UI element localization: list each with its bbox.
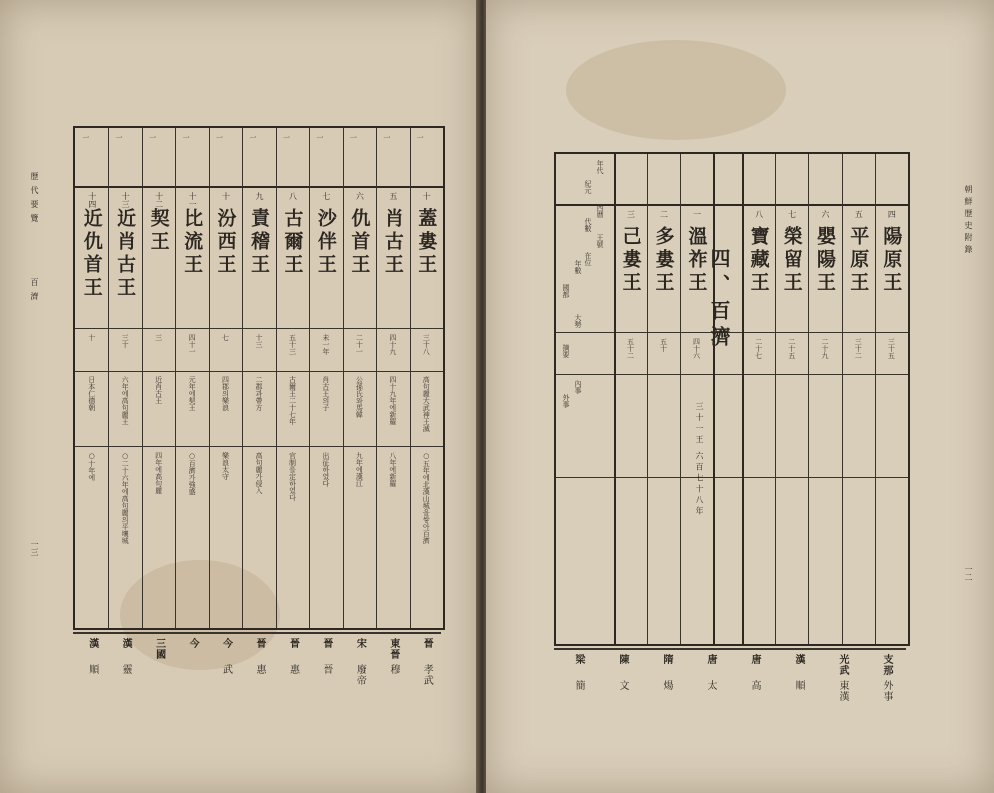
event-detail: 高句麗가侵入 [255, 452, 263, 494]
event-detail: 八年에新羅 [388, 452, 397, 487]
event-note: 高句麗大武神王滅 [422, 376, 431, 432]
dynasty-name: 支那 [881, 654, 892, 676]
column-header: 年數 [574, 260, 582, 274]
era-date: 一 [282, 134, 291, 141]
dynasty-name: 唐 [749, 654, 760, 665]
column-divider [309, 128, 310, 628]
paper-stain [566, 40, 786, 140]
era-date: 一 [182, 134, 191, 141]
event-detail: 四年에高句麗 [154, 452, 163, 494]
column-divider [343, 128, 344, 628]
column-header: 內事 [574, 380, 582, 394]
era-date: 一 [115, 134, 124, 141]
footer-rule [73, 632, 441, 634]
event-detail: 樂浪太守 [221, 452, 230, 480]
footer-rule [554, 648, 906, 650]
column-divider [276, 128, 277, 628]
page-number: 一二 [964, 565, 973, 581]
column-divider [376, 128, 377, 628]
chronology-footer [554, 648, 906, 708]
emperor-name: 高 [749, 680, 760, 691]
king-order: 三 [626, 210, 636, 218]
dynasty-name: 宋 [354, 638, 366, 649]
column-header: 國都 [562, 284, 570, 298]
header-divider [614, 154, 616, 644]
event-detail: ○五年에北漢山城을쌓아百濟 [422, 452, 431, 544]
king-order: 五 [388, 192, 398, 200]
era-date: 一 [148, 134, 157, 141]
column-divider [410, 128, 411, 628]
emperor-name: 武 [220, 664, 232, 675]
emperor-name: 順 [86, 664, 98, 675]
reign-years: 二十五 [787, 338, 796, 359]
page-number: 一三 [30, 540, 39, 556]
king-order: 八 [754, 210, 764, 218]
emperor-name: 靈 [120, 664, 132, 675]
dynasty-name: 漢 [86, 638, 98, 649]
reign-years: 四十九 [388, 334, 397, 355]
dynasty-name: 東晉 [387, 638, 399, 660]
column-header: 摘要 [562, 344, 570, 358]
king-order: 九 [255, 192, 264, 200]
era-date: 一 [249, 134, 257, 141]
event-detail: ○百濟가強盛 [188, 452, 197, 495]
reign-years: 五十三 [288, 334, 297, 355]
reign-years: 未一年 [321, 334, 330, 355]
emperor-name: 太 [705, 680, 716, 691]
column-divider [175, 128, 176, 628]
event-note: 六年에高句麗王 [121, 376, 130, 425]
reign-years: 七 [221, 334, 230, 341]
event-note: 日本仁德朝 [87, 376, 96, 411]
king-order: 十二 [154, 192, 164, 208]
event-note: 元年에契王 [188, 376, 197, 411]
era-date: 一 [382, 134, 391, 141]
column-header: 年代 [596, 160, 604, 174]
event-detail: 九年에漢江 [355, 452, 364, 487]
dynasty-name: 漢 [120, 638, 132, 649]
era-date: 一 [81, 134, 90, 141]
emperor-name: 惠 [254, 664, 265, 675]
emperor-name: 東漢 [837, 680, 848, 702]
column-divider [680, 154, 681, 644]
dynasty-name: 晉 [287, 638, 299, 649]
dynasty-name: 隋 [661, 654, 672, 665]
reign-years: 三十五 [887, 338, 896, 359]
emperor-name: 晉 [320, 664, 332, 675]
dynasty-name: 漢 [793, 654, 804, 665]
king-name: 沙伴王 [314, 208, 337, 277]
emperor-name: 外事 [881, 680, 892, 702]
king-name: 多婁王 [652, 226, 675, 295]
king-order: 十 [221, 192, 231, 200]
column-divider [875, 154, 876, 644]
reign-years: 二十七 [754, 338, 763, 359]
king-order: 五 [854, 210, 864, 218]
column-divider [775, 154, 776, 644]
king-order: 十 [422, 192, 432, 200]
event-detail: 出征하였다 [321, 452, 330, 487]
reign-years: 五十二 [626, 338, 635, 359]
king-order: 一 [692, 210, 702, 218]
column-divider [842, 154, 843, 644]
king-name: 肖古王 [381, 208, 404, 277]
era-date: 一 [315, 134, 324, 141]
era-date: 一 [215, 134, 224, 141]
king-name: 己婁王 [619, 226, 642, 295]
event-detail: ○十年에 [87, 452, 96, 481]
right-page [486, 0, 994, 793]
emperor-name: 順 [793, 680, 804, 691]
column-header: 王號 [596, 234, 604, 248]
king-order: 六 [821, 210, 830, 218]
reign-years: 十 [87, 334, 96, 341]
column-header: 大勢 [574, 314, 582, 328]
king-name: 陽原王 [880, 226, 903, 295]
era-date: 一 [349, 134, 358, 141]
emperor-name: 文 [617, 680, 628, 691]
event-note: 公孫氏와馬韓 [355, 376, 364, 418]
event-note: 四郡의樂浪 [221, 376, 230, 411]
running-title: 歷代要覽 [30, 172, 39, 228]
king-name: 古爾王 [281, 208, 304, 277]
kings-table [554, 152, 910, 646]
king-order: 十四 [87, 192, 97, 208]
reign-years: 二十一 [355, 334, 364, 355]
reign-years: 三十八 [422, 334, 431, 355]
reign-years: 十三 [255, 334, 263, 348]
king-name: 寶藏王 [747, 226, 770, 295]
reign-years: 四十一 [188, 334, 197, 355]
king-order: 七 [321, 192, 331, 200]
column-divider [242, 128, 243, 628]
dynasty-name: 晉 [254, 638, 265, 649]
dynasty-name: 陳 [617, 654, 628, 665]
column-divider [647, 154, 648, 644]
king-name: 平原王 [847, 226, 870, 295]
event-detail: 官制를定하였다 [288, 452, 297, 501]
column-header: 外事 [562, 394, 570, 408]
dynasty-name: 梁 [573, 654, 584, 665]
king-name: 契王 [147, 208, 170, 254]
column-header: 在位 [584, 252, 592, 266]
section-heading: 四、百濟 [707, 248, 731, 352]
column-header: 西曆 [596, 204, 604, 218]
dynasty-name: 三國 [153, 638, 165, 660]
king-name: 蓋婁王 [415, 208, 438, 277]
king-name: 嬰陽王 [814, 226, 836, 295]
emperor-name: 穆 [387, 664, 399, 675]
king-order: 二 [659, 210, 669, 218]
reign-years: 二十九 [821, 338, 829, 359]
event-note: 肖古王의子 [321, 376, 330, 411]
king-name: 汾西王 [214, 208, 237, 277]
section-title: 百濟 [30, 278, 39, 306]
reign-years: 五十 [659, 338, 668, 352]
emperor-name: 廢帝 [354, 664, 366, 686]
emperor-name: 簡 [573, 680, 584, 691]
king-order: 八 [288, 192, 298, 200]
king-order: 六 [355, 192, 365, 200]
section-subheading: 三十一王 六百七十八年 [695, 402, 704, 518]
chronology-footer [73, 632, 441, 692]
king-order: 七 [787, 210, 797, 218]
emperor-name: 煬 [661, 680, 672, 691]
king-name: 責稽王 [248, 208, 270, 277]
running-title: 朝鮮歷史附錄 [964, 185, 973, 257]
king-order: 十三 [121, 192, 131, 208]
king-name: 仇首王 [348, 208, 371, 277]
king-order: 四 [887, 210, 897, 218]
event-note: 古爾王二十七年 [288, 376, 297, 425]
column-divider [808, 154, 809, 644]
event-note: 二郡과帶方 [255, 376, 263, 411]
dynasty-name: 光武 [837, 654, 848, 676]
event-detail: ○二十六年에高句麗의平壤城 [121, 452, 130, 544]
dynasty-name: 今 [220, 638, 232, 649]
king-order: 十一 [188, 192, 198, 208]
column-divider [209, 128, 210, 628]
column-header: 代數 [584, 218, 592, 232]
emperor-name: 惠 [287, 664, 299, 675]
column-divider [142, 128, 143, 628]
king-name: 近肖古王 [114, 208, 137, 300]
column-header: 紀元 [584, 180, 592, 194]
event-note: 近肖古王 [154, 376, 163, 404]
reign-years: 四十六 [692, 338, 701, 359]
event-note: 四十九年에新羅 [388, 376, 397, 425]
king-name: 溫祚王 [685, 226, 708, 295]
dynasty-name: 唐 [705, 654, 716, 665]
reign-years: 三十 [121, 334, 130, 348]
reign-years: 三 [154, 334, 163, 341]
dynasty-name: 晉 [421, 638, 433, 649]
era-date: 一 [416, 134, 425, 141]
king-name: 榮留王 [780, 226, 803, 295]
kings-table [73, 126, 445, 630]
dynasty-name: 今 [187, 638, 199, 649]
king-name: 比流王 [181, 208, 204, 277]
king-name: 近仇首王 [80, 208, 103, 300]
dynasty-name: 晉 [320, 638, 332, 649]
left-page [0, 0, 478, 793]
column-divider [108, 128, 109, 628]
reign-years: 三十二 [854, 338, 863, 359]
emperor-name: 孝武 [421, 664, 433, 686]
